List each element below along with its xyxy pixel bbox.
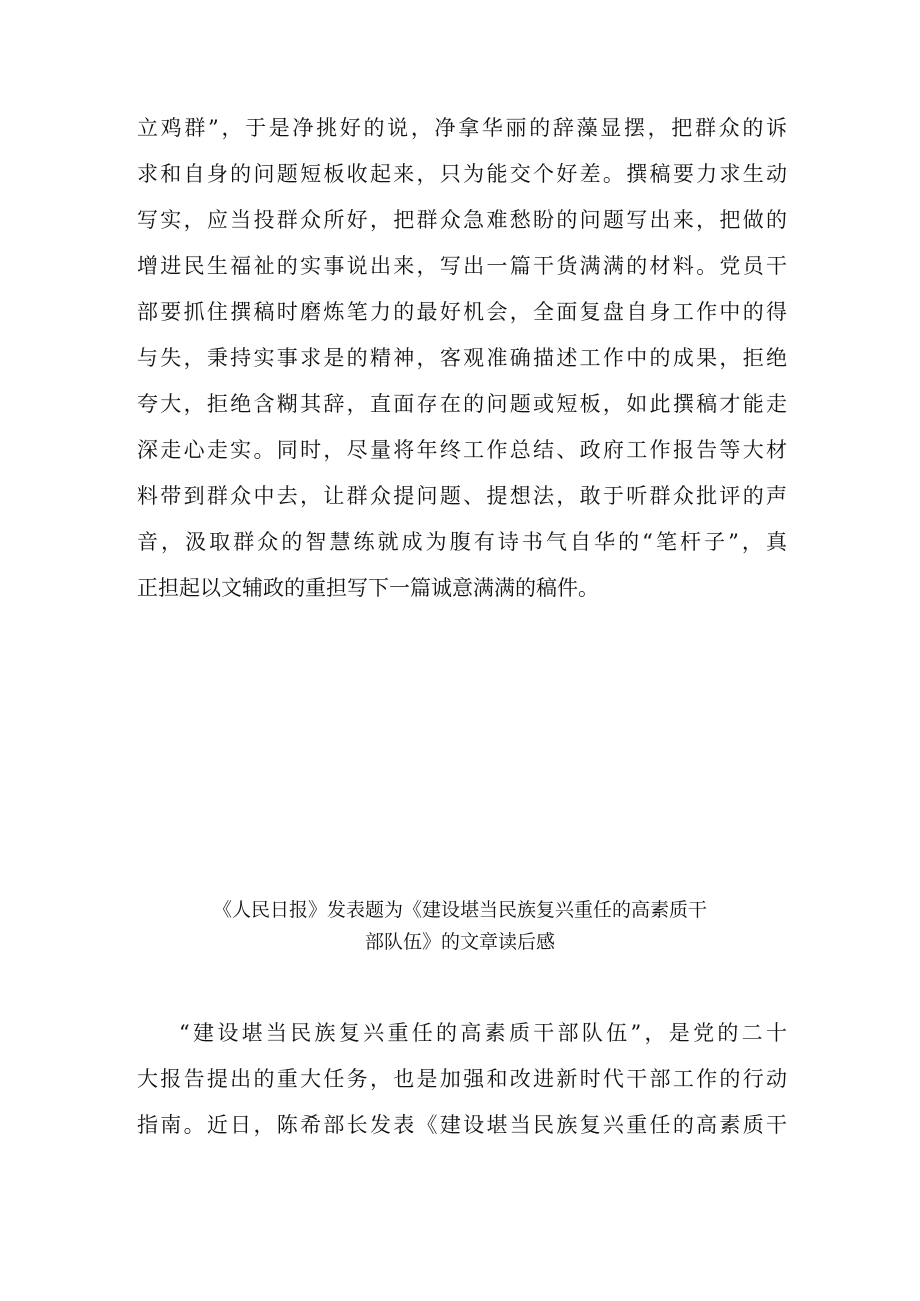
paragraph-line: 立鸡群”，于是净挑好的说，净拿华丽的辞藻显摆，把群众的诉: [137, 116, 787, 140]
paragraph-line: 音，汲取群众的智慧练就成为腹有诗书气自华的“笔杆子”，真: [137, 530, 787, 554]
paragraph-line: 正担起以文辅政的重担写下一篇诚意满满的稿件。: [137, 576, 599, 600]
paragraph-line: 部要抓住撰稿时磨炼笔力的最好机会，全面复盘自身工作中的得: [137, 300, 787, 324]
article-title-line-2: 部队伍》的文章读后感: [364, 931, 555, 953]
paragraph-line: 求和自身的问题短板收起来，只为能交个好差。撰稿要力求生动: [137, 162, 787, 186]
paragraph-line: “建设堪当民族复兴重任的高素质干部队伍”，是党的二十: [179, 1021, 787, 1045]
paragraph-line: 与失，秉持实事求是的精神，客观准确描述工作中的成果，拒绝: [137, 346, 787, 370]
paragraph-line: 增进民生福祉的实事说出来，写出一篇干货满满的材料。党员干: [137, 254, 787, 278]
paragraph-line: 指南。近日，陈希部长发表《建设堪当民族复兴重任的高素质干: [137, 1113, 787, 1137]
paragraph-line: 夸大，拒绝含糊其辞，直面存在的问题或短板，如此撰稿才能走: [137, 392, 787, 416]
paragraph-line: 写实，应当投群众所好，把群众急难愁盼的问题写出来，把做的: [137, 208, 787, 232]
paragraph-line: 料带到群众中去，让群众提问题、提想法，敢于听群众批评的声: [137, 484, 787, 508]
paragraph-line: 大报告提出的重大任务，也是加强和改进新时代干部工作的行动: [137, 1067, 787, 1091]
paragraph-line: 深走心走实。同时，尽量将年终工作总结、政府工作报告等大材: [137, 438, 787, 462]
article-title-line-1: 《人民日报》发表题为《建设堪当民族复兴重任的高素质干: [212, 899, 707, 921]
